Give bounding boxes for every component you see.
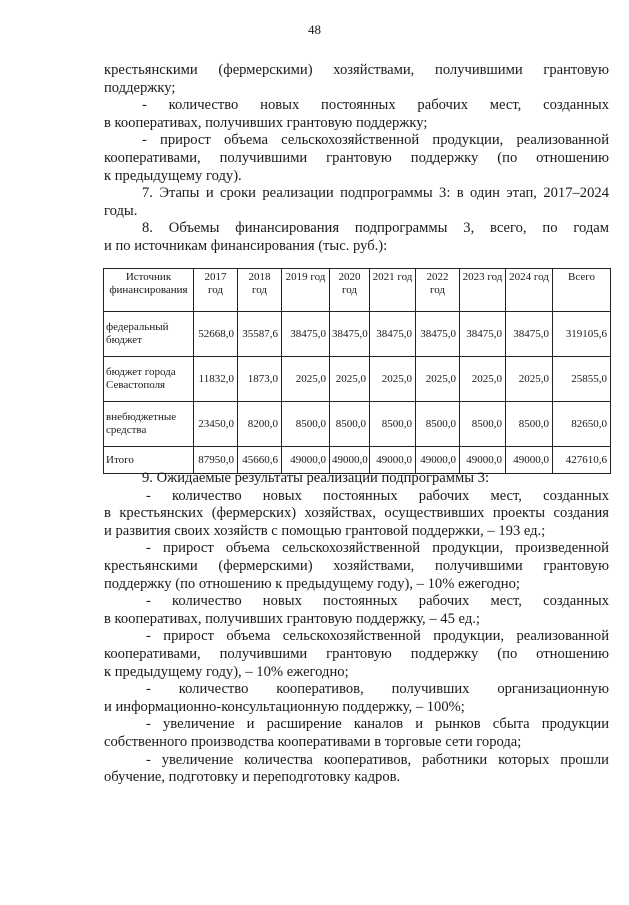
paragraph-line: - прирост объема сельскохозяйственной продукции, произведенной [146, 540, 609, 557]
table-header-row [104, 269, 611, 312]
paragraph-line: поддержку (по отношению к предыдущему году), – 10% ежегодно; [104, 575, 520, 592]
table-header-cell: 2023 год [460, 269, 506, 312]
table-row-label: Итого [104, 447, 194, 474]
table-header-cell: 2022 год [416, 269, 460, 312]
table-cell: 427610,6 [553, 447, 611, 474]
table-cell: 8500,0 [370, 402, 416, 447]
top-text-block [104, 62, 609, 256]
table-row [104, 312, 611, 357]
table-cell: 52668,0 [194, 312, 238, 357]
paragraph-line: - количество кооперативов, получивших организационную [146, 681, 609, 698]
section-heading: 9. Ожидаемые результаты реализации подпрограммы 3: [142, 470, 490, 486]
paragraph-line: - увеличение и расширение каналов и рынков сбыта продукции [146, 716, 609, 733]
table-cell: 45660,6 [238, 447, 282, 474]
paragraph-line: 7. Этапы и сроки реализации подпрограммы 3: в один этап, 2017–2024 [142, 185, 609, 202]
table-cell: 38475,0 [460, 312, 506, 357]
table-cell: 49000,0 [330, 447, 370, 474]
table-cell: 38475,0 [416, 312, 460, 357]
paragraph-line: в кооперативах, получивших грантовую поддержку, – 45 ед.; [104, 610, 480, 627]
paragraph-line: и информационно-консультационную поддержку, – 100%; [104, 698, 465, 715]
paragraph-line: поддержку; [104, 79, 176, 96]
table-cell: 2025,0 [330, 357, 370, 402]
page-number: 48 [308, 22, 321, 37]
paragraph-line: обучение, подготовку и переподготовку кадров. [104, 769, 401, 786]
table-row [104, 357, 611, 402]
table-cell: 11832,0 [194, 357, 238, 402]
paragraph-line: кооперативами, получившими грантовую поддержку (по отношению [104, 149, 609, 166]
table-header-cell: Источник финансирования [104, 269, 194, 312]
table-cell: 49000,0 [506, 447, 553, 474]
paragraph-line: и развития своих хозяйств с помощью грантовой поддержки, – 193 ед.; [104, 522, 546, 539]
table-cell: 49000,0 [460, 447, 506, 474]
paragraph-line: - количество новых постоянных рабочих мест, созданных [142, 97, 609, 114]
table-cell: 38475,0 [282, 312, 330, 357]
table-cell: 2025,0 [282, 357, 330, 402]
table-cell: 38475,0 [330, 312, 370, 357]
paragraph-line: в кооперативах, получивших грантовую поддержку; [104, 114, 428, 131]
paragraph-line: к предыдущему году). [104, 167, 242, 184]
paragraph-line: - прирост объема сельскохозяйственной продукции, реализованной [142, 132, 609, 149]
table-cell: 49000,0 [416, 447, 460, 474]
table-header-cell: 2019 год [282, 269, 330, 312]
table-cell: 8500,0 [506, 402, 553, 447]
table-cell: 87950,0 [194, 447, 238, 474]
paragraph-line: и по источникам финансирования (тыс. руб.): [104, 237, 388, 254]
results-block [104, 470, 609, 787]
table-row-label: внебюджетные средства [104, 402, 194, 447]
paragraph-line: кооперативами, получившими грантовую поддержку (по отношению [104, 645, 609, 662]
table-cell: 82650,0 [553, 402, 611, 447]
table-row-label: бюджет города Севастополя [104, 357, 194, 402]
table-cell: 8500,0 [330, 402, 370, 447]
table-header-cell: 2018 год [238, 269, 282, 312]
paragraph-line: крестьянскими (фермерскими) хозяйствами, получившими грантовую [104, 62, 609, 78]
paragraph-line: - увеличение количества кооперативов, работники которых прошли [146, 751, 609, 768]
paragraph-line: - количество новых постоянных рабочих мест, созданных [146, 593, 609, 610]
table-cell: 2025,0 [460, 357, 506, 402]
table-header-cell: 2017 год [194, 269, 238, 312]
table-cell: 8500,0 [460, 402, 506, 447]
table-cell: 319105,6 [553, 312, 611, 357]
table-cell: 1873,0 [238, 357, 282, 402]
table-cell: 38475,0 [370, 312, 416, 357]
paragraph-line: в крестьянских (фермерских) хозяйствах, осуществивших проекты создания [104, 505, 609, 522]
financing-table [103, 268, 611, 474]
table-cell: 49000,0 [282, 447, 330, 474]
table-header-cell: 2024 год [506, 269, 553, 312]
table-cell: 8500,0 [416, 402, 460, 447]
table-cell: 49000,0 [370, 447, 416, 474]
table-cell: 23450,0 [194, 402, 238, 447]
table-cell: 2025,0 [506, 357, 553, 402]
paragraph-line: - прирост объема сельскохозяйственной продукции, реализованной [146, 628, 609, 645]
table-header-cell: Всего [553, 269, 611, 312]
table-cell: 8200,0 [238, 402, 282, 447]
table-header-cell: 2020 год [330, 269, 370, 312]
table-row [104, 402, 611, 447]
table-cell: 8500,0 [282, 402, 330, 447]
table-cell: 25855,0 [553, 357, 611, 402]
paragraph-line: к предыдущему году), – 10% ежегодно; [104, 663, 349, 680]
table-cell: 38475,0 [506, 312, 553, 357]
paragraph-line: - количество новых постоянных рабочих мест, созданных [146, 487, 609, 504]
paragraph-line: 8. Объемы финансирования подпрограммы 3, всего, по годам [142, 220, 609, 237]
paragraph-line: собственного производства кооперативами в торговые сети города; [104, 733, 522, 750]
paragraph-line: крестьянскими (фермерскими) хозяйствами, получившими грантовую [104, 557, 609, 574]
table-cell: 35587,6 [238, 312, 282, 357]
paragraph-line: годы. [104, 202, 138, 219]
table-cell: 2025,0 [370, 357, 416, 402]
table-cell: 2025,0 [416, 357, 460, 402]
table-header-cell: 2021 год [370, 269, 416, 312]
table-row-label: федеральный бюджет [104, 312, 194, 357]
